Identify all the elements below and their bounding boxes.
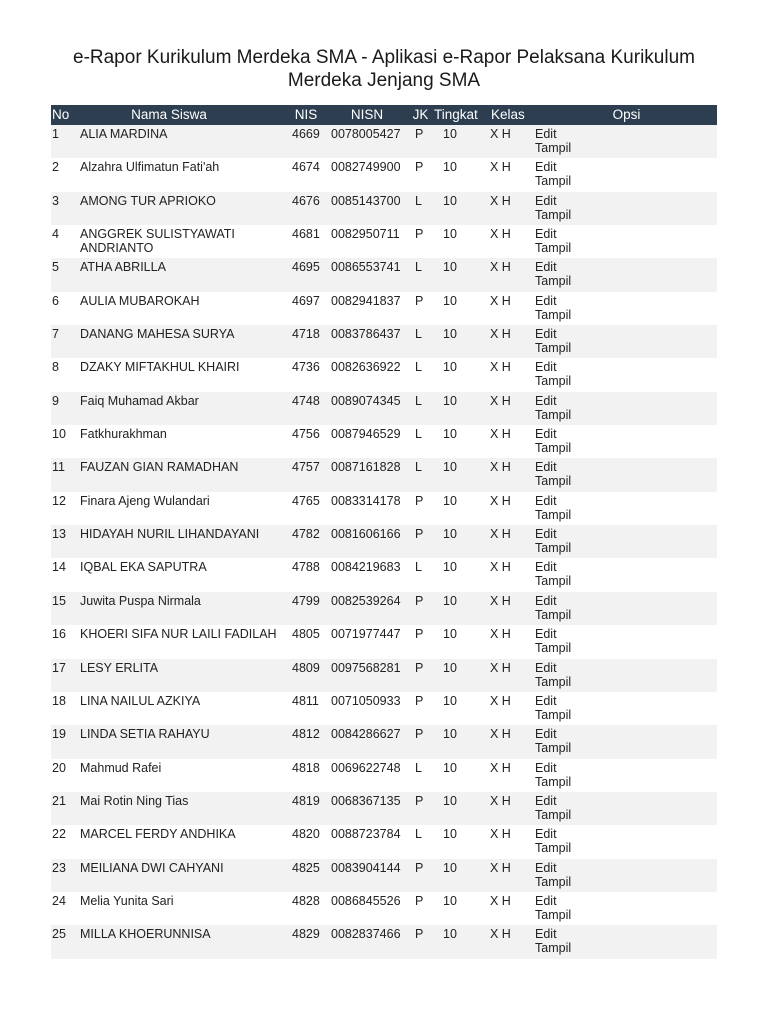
tampil-link[interactable]: Tampil (535, 341, 572, 356)
cell-opsi (535, 458, 717, 491)
cell-nisn: 0085143700 (331, 193, 401, 208)
edit-link[interactable]: Edit (535, 660, 557, 675)
cell-jk: L (415, 460, 422, 475)
cell-nisn: 0069622748 (331, 760, 401, 775)
edit-link[interactable]: Edit (535, 927, 557, 942)
cell-kelas: X H (490, 793, 511, 808)
tampil-link[interactable]: Tampil (535, 174, 572, 189)
tampil-link[interactable]: Tampil (535, 541, 572, 556)
cell-tingkat: 10 (443, 593, 457, 608)
cell-nis: 4828 (292, 893, 320, 908)
tampil-link[interactable]: Tampil (535, 607, 572, 622)
cell-kelas: X H (490, 193, 511, 208)
tampil-link[interactable]: Tampil (535, 207, 572, 222)
cell-nama-siswa: ALIA MARDINA (80, 127, 168, 141)
cell-nis: 4805 (292, 627, 320, 642)
cell-opsi (535, 692, 717, 725)
cell-opsi (535, 892, 717, 925)
cell-nis: 4718 (292, 327, 320, 342)
edit-link[interactable]: Edit (535, 493, 557, 508)
table-row: 10 Fatkhurakhman 4756 0087946529 L 10 X H Edit Tampil (51, 425, 717, 458)
cell-opsi (535, 525, 717, 558)
cell-nis: 4756 (292, 427, 320, 442)
edit-link[interactable]: Edit (535, 260, 557, 275)
tampil-link[interactable]: Tampil (535, 307, 572, 322)
edit-link[interactable]: Edit (535, 393, 557, 408)
cell-jk: P (415, 627, 424, 642)
cell-tingkat: 10 (443, 360, 457, 375)
table-row: 2 Alzahra Ulfimatun Fati'ah 4674 0082749900 P 10 X H Edit Tampil (51, 158, 717, 191)
table-row: 14 IQBAL EKA SAPUTRA 4788 0084219683 L 10 X H Edit Tampil (51, 558, 717, 591)
edit-link[interactable]: Edit (535, 760, 557, 775)
edit-link[interactable]: Edit (535, 627, 557, 642)
table-row: 18 LINA NAILUL AZKIYA 4811 0071050933 P 10 X H Edit Tampil (51, 692, 717, 725)
cell-nama-siswa: Melia Yunita Sari (80, 893, 174, 908)
cell-opsi (535, 258, 717, 291)
cell-tingkat: 10 (443, 693, 457, 708)
cell-jk: L (415, 193, 422, 208)
edit-link[interactable]: Edit (535, 727, 557, 742)
cell-jk: L (415, 827, 422, 842)
cell-nisn: 0082837466 (331, 927, 401, 942)
tampil-link[interactable]: Tampil (535, 574, 572, 589)
table-row: 20 Mahmud Rafei 4818 0069622748 L 10 X H Edit Tampil (51, 759, 717, 792)
cell-nis: 4811 (292, 693, 319, 708)
cell-tingkat: 10 (443, 660, 457, 675)
cell-tingkat: 10 (443, 193, 457, 208)
cell-kelas: X H (490, 127, 511, 141)
cell-nisn: 0082636922 (331, 360, 401, 375)
tampil-link[interactable]: Tampil (535, 907, 572, 922)
header-nis[interactable]: NIS (294, 107, 318, 122)
cell-nama-siswa: AMONG TUR APRIOKO (80, 193, 216, 208)
cell-nis: 4757 (292, 460, 320, 475)
edit-link[interactable]: Edit (535, 860, 557, 875)
cell-nis: 4765 (292, 493, 320, 508)
cell-nis: 4674 (292, 160, 320, 175)
cell-nisn: 0084286627 (331, 727, 401, 742)
cell-kelas: X H (490, 893, 511, 908)
cell-nama-siswa: DZAKY MIFTAKHUL KHAIRI (80, 360, 240, 375)
cell-kelas: X H (490, 160, 511, 175)
cell-nisn: 0081606166 (331, 527, 401, 542)
tampil-link[interactable]: Tampil (535, 674, 572, 689)
tampil-link[interactable]: Tampil (535, 374, 572, 389)
cell-opsi (535, 192, 717, 225)
cell-nisn: 0083904144 (331, 860, 401, 875)
cell-nis: 4748 (292, 393, 320, 408)
cell-nisn: 0086553741 (331, 260, 401, 275)
cell-nisn: 0082749900 (331, 160, 401, 175)
cell-opsi (535, 292, 717, 325)
cell-nisn: 0068367135 (331, 793, 401, 808)
cell-tingkat: 10 (443, 427, 457, 442)
cell-nama-siswa: FAUZAN GIAN RAMADHAN (80, 460, 239, 475)
cell-nisn: 0097568281 (331, 660, 401, 675)
cell-nama-siswa: LESY ERLITA (80, 660, 159, 675)
header-opsi: Opsi (612, 107, 641, 122)
cell-nama-siswa: HIDAYAH NURIL LIHANDAYANI (80, 527, 260, 542)
tampil-link[interactable]: Tampil (535, 707, 572, 722)
edit-link[interactable]: Edit (535, 560, 557, 575)
edit-link[interactable]: Edit (535, 160, 557, 175)
cell-tingkat: 10 (443, 893, 457, 908)
header-nama-siswa[interactable]: Nama Siswa (131, 107, 207, 122)
cell-nis: 4820 (292, 827, 320, 842)
cell-jk: L (415, 360, 422, 375)
cell-opsi (535, 125, 717, 158)
cell-kelas: X H (490, 260, 511, 275)
cell-kelas: X H (490, 227, 511, 242)
cell-opsi (535, 592, 717, 625)
cell-nis: 4819 (292, 793, 320, 808)
cell-opsi (535, 625, 717, 658)
table-row: 7 DANANG MAHESA SURYA 4718 0083786437 L 10 X H Edit Tampil (51, 325, 717, 358)
cell-kelas: X H (490, 327, 511, 342)
table-row: 11 FAUZAN GIAN RAMADHAN 4757 0087161828 L 10 X H Edit Tampil (51, 458, 717, 491)
cell-jk: L (415, 427, 422, 442)
cell-tingkat: 10 (443, 560, 457, 575)
edit-link[interactable]: Edit (535, 127, 557, 141)
table-row: 12 Finara Ajeng Wulandari 4765 0083314178 P 10 X H Edit Tampil (51, 492, 717, 525)
cell-kelas: X H (490, 660, 511, 675)
cell-nama-siswa: MEILIANA DWI CAHYANI (80, 860, 224, 875)
table-row: 23 MEILIANA DWI CAHYANI 4825 0083904144 P 10 X H Edit Tampil (51, 859, 717, 892)
table-row: 8 DZAKY MIFTAKHUL KHAIRI 4736 0082636922 L 10 X H Edit Tampil (51, 358, 717, 391)
cell-jk: L (415, 327, 422, 342)
edit-link[interactable]: Edit (535, 793, 557, 808)
cell-nama-siswa: Mai Rotin Ning Tias (80, 793, 189, 808)
cell-tingkat: 10 (443, 927, 457, 942)
cell-nisn: 0078005427 (331, 127, 401, 141)
cell-kelas: X H (490, 460, 511, 475)
cell-jk: P (415, 527, 424, 542)
cell-jk: P (415, 593, 424, 608)
cell-jk: P (415, 127, 424, 141)
cell-nisn: 0071977447 (331, 627, 401, 642)
edit-link[interactable]: Edit (535, 227, 557, 242)
cell-opsi (535, 825, 717, 858)
cell-kelas: X H (490, 393, 511, 408)
table-row: 15 Juwita Puspa Nirmala 4799 0082539264 P 10 X H Edit Tampil (51, 592, 717, 625)
table-header: No Nama Siswa NIS NISN JK Tingkat Kelas Opsi (51, 105, 717, 125)
edit-link[interactable]: Edit (535, 327, 557, 342)
tampil-link[interactable]: Tampil (535, 507, 572, 522)
cell-jk: P (415, 660, 424, 675)
cell-jk: P (415, 293, 424, 308)
cell-kelas: X H (490, 360, 511, 375)
cell-nama-siswa: MARCEL FERDY ANDHIKA (80, 827, 236, 842)
student-table (51, 105, 717, 959)
table-row: 5 ATHA ABRILLA 4695 0086553741 L 10 X H Edit Tampil (51, 258, 717, 291)
edit-link[interactable]: Edit (535, 693, 557, 708)
cell-jk: P (415, 893, 424, 908)
edit-link[interactable]: Edit (535, 827, 557, 842)
cell-tingkat: 10 (443, 793, 457, 808)
cell-nama-siswa: AULIA MUBAROKAH (80, 293, 200, 308)
table-row: 22 MARCEL FERDY ANDHIKA 4820 0088723784 L 10 X H Edit Tampil (51, 825, 717, 858)
cell-opsi (535, 158, 717, 191)
cell-nis: 4788 (292, 560, 320, 575)
cell-nisn: 0084219683 (331, 560, 401, 575)
cell-tingkat: 10 (443, 727, 457, 742)
edit-link[interactable]: Edit (535, 427, 557, 442)
cell-nama-siswa: Mahmud Rafei (80, 760, 162, 775)
cell-opsi (535, 358, 717, 391)
cell-tingkat: 10 (443, 127, 457, 141)
cell-opsi (535, 925, 717, 958)
cell-jk: P (415, 727, 424, 742)
cell-jk: L (415, 560, 422, 575)
table-body (51, 125, 717, 959)
cell-tingkat: 10 (443, 760, 457, 775)
cell-nisn: 0087946529 (331, 427, 401, 442)
cell-nama-siswa: Finara Ajeng Wulandari (80, 493, 210, 508)
cell-kelas: X H (490, 693, 511, 708)
cell-nis: 4809 (292, 660, 320, 675)
cell-kelas: X H (490, 727, 511, 742)
cell-nisn: 0082950711 (331, 227, 400, 242)
tampil-link[interactable]: Tampil (535, 774, 572, 789)
page-title: e-Rapor Kurikulum Merdeka SMA - Aplikasi e-Rapor Pelaksana Kurikulum Merdeka Jenjang SMA (73, 47, 695, 91)
cell-opsi (535, 225, 717, 258)
tampil-link[interactable]: Tampil (535, 841, 572, 856)
cell-kelas: X H (490, 860, 511, 875)
cell-nama-siswa: Faiq Muhamad Akbar (80, 393, 199, 408)
cell-nama-siswa: DANANG MAHESA SURYA (80, 327, 235, 342)
cell-opsi (535, 492, 717, 525)
cell-tingkat: 10 (443, 293, 457, 308)
table-row: 24 Melia Yunita Sari 4828 0086845526 P 10 X H Edit Tampil (51, 892, 717, 925)
header-nisn[interactable]: NISN (350, 107, 384, 122)
cell-tingkat: 10 (443, 160, 457, 175)
tampil-link[interactable]: Tampil (535, 874, 572, 889)
cell-jk: L (415, 760, 422, 775)
cell-tingkat: 10 (443, 860, 457, 875)
cell-opsi (535, 425, 717, 458)
table-row: 17 LESY ERLITA 4809 0097568281 P 10 X H Edit Tampil (51, 659, 717, 692)
cell-nisn: 0082941837 (331, 293, 401, 308)
cell-nis: 4782 (292, 527, 320, 542)
table-row: 4 ANGGREK SULISTYAWATI ANDRIANTO 4681 0082950711 P 10 X H Edit Tampil (51, 225, 717, 258)
cell-nama-siswa: LINA NAILUL AZKIYA (80, 693, 201, 708)
cell-tingkat: 10 (443, 227, 457, 242)
cell-kelas: X H (490, 627, 511, 642)
cell-kelas: X H (490, 293, 511, 308)
cell-kelas: X H (490, 827, 511, 842)
cell-nis: 4736 (292, 360, 320, 375)
cell-tingkat: 10 (443, 527, 457, 542)
tampil-link[interactable]: Tampil (535, 741, 572, 756)
cell-opsi (535, 325, 717, 358)
cell-nisn: 0088723784 (331, 827, 401, 842)
cell-nisn: 0071050933 (331, 693, 401, 708)
tampil-link[interactable]: Tampil (535, 641, 572, 656)
tampil-link[interactable]: Tampil (535, 407, 572, 422)
cell-nisn: 0083314178 (331, 493, 401, 508)
cell-kelas: X H (490, 493, 511, 508)
cell-nama-siswa: IQBAL EKA SAPUTRA (80, 560, 207, 575)
cell-kelas: X H (490, 593, 511, 608)
edit-link[interactable]: Edit (535, 460, 557, 475)
cell-nama-siswa: Juwita Puspa Nirmala (80, 593, 201, 608)
cell-nisn: 0082539264 (331, 593, 401, 608)
tampil-link[interactable]: Tampil (535, 807, 572, 822)
cell-nis: 4697 (292, 293, 320, 308)
tampil-link[interactable]: Tampil (535, 474, 572, 489)
cell-nisn: 0087161828 (331, 460, 401, 475)
cell-nama-siswa: KHOERI SIFA NUR LAILI FADILAH (80, 627, 277, 642)
cell-jk: P (415, 160, 424, 175)
table-row: 1 ALIA MARDINA 4669 0078005427 P 10 X H Edit Tampil (51, 125, 717, 158)
cell-opsi (535, 792, 717, 825)
cell-nis: 4669 (292, 127, 320, 141)
cell-opsi (535, 558, 717, 591)
cell-kelas: X H (490, 427, 511, 442)
cell-opsi (535, 725, 717, 758)
cell-nis: 4695 (292, 260, 320, 275)
cell-nis: 4818 (292, 760, 320, 775)
edit-link[interactable]: Edit (535, 293, 557, 308)
cell-nama-siswa: Alzahra Ulfimatun Fati'ah (80, 160, 220, 175)
cell-jk: P (415, 693, 424, 708)
table-row: 9 Faiq Muhamad Akbar 4748 0089074345 L 10 X H Edit Tampil (51, 392, 717, 425)
cell-nis: 4681 (292, 227, 320, 242)
table-row: 3 AMONG TUR APRIOKO 4676 0085143700 L 10 X H Edit Tampil (51, 192, 717, 225)
cell-jk: P (415, 793, 424, 808)
cell-opsi (535, 659, 717, 692)
edit-link[interactable]: Edit (535, 193, 557, 208)
cell-nis: 4829 (292, 927, 320, 942)
cell-nama-siswa: ATHA ABRILLA (80, 260, 166, 275)
edit-link[interactable]: Edit (535, 893, 557, 908)
header-kelas[interactable]: Kelas (491, 107, 525, 122)
table-row: 6 AULIA MUBAROKAH 4697 0082941837 P 10 X H Edit Tampil (51, 292, 717, 325)
cell-nis: 4812 (292, 727, 320, 742)
cell-tingkat: 10 (443, 460, 457, 475)
edit-link[interactable]: Edit (535, 527, 557, 542)
cell-nama-siswa: MILLA KHOERUNNISA (80, 927, 211, 942)
cell-nis: 4676 (292, 193, 320, 208)
tampil-link[interactable]: Tampil (535, 441, 572, 456)
edit-link[interactable]: Edit (535, 593, 557, 608)
cell-nama-siswa: LINDA SETIA RAHAYU (80, 727, 210, 742)
cell-opsi (535, 392, 717, 425)
cell-nama-siswa: ANGGREK SULISTYAWATI ANDRIANTO (80, 227, 235, 256)
header-jk[interactable]: JK (412, 107, 429, 122)
cell-kelas: X H (490, 927, 511, 942)
header-tingkat[interactable]: Tingkat (434, 107, 478, 122)
table-row: 13 HIDAYAH NURIL LIHANDAYANI 4782 0081606166 P 10 X H Edit Tampil (51, 525, 717, 558)
table-row: 25 MILLA KHOERUNNISA 4829 0082837466 P 10 X H Edit Tampil (51, 925, 717, 958)
table-row: 16 KHOERI SIFA NUR LAILI FADILAH 4805 0071977447 P 10 X H Edit Tampil (51, 625, 717, 658)
cell-jk: L (415, 260, 422, 275)
cell-tingkat: 10 (443, 327, 457, 342)
cell-nisn: 0086845526 (331, 893, 401, 908)
cell-jk: P (415, 227, 424, 242)
cell-opsi (535, 859, 717, 892)
cell-tingkat: 10 (443, 493, 457, 508)
cell-nis: 4799 (292, 593, 320, 608)
tampil-link[interactable]: Tampil (535, 141, 572, 155)
tampil-link[interactable]: Tampil (535, 241, 572, 256)
cell-tingkat: 10 (443, 627, 457, 642)
cell-jk: P (415, 493, 424, 508)
tampil-link[interactable]: Tampil (535, 941, 572, 956)
cell-jk: P (415, 927, 424, 942)
cell-jk: P (415, 860, 424, 875)
cell-tingkat: 10 (443, 260, 457, 275)
cell-nisn: 0089074345 (331, 393, 401, 408)
cell-opsi (535, 759, 717, 792)
cell-nis: 4825 (292, 860, 320, 875)
cell-nisn: 0083786437 (331, 327, 401, 342)
cell-tingkat: 10 (443, 393, 457, 408)
edit-link[interactable]: Edit (535, 360, 557, 375)
cell-kelas: X H (490, 560, 511, 575)
cell-jk: L (415, 393, 422, 408)
cell-kelas: X H (490, 527, 511, 542)
cell-kelas: X H (490, 760, 511, 775)
cell-nama-siswa: Fatkhurakhman (80, 427, 167, 442)
cell-tingkat: 10 (443, 827, 457, 842)
table-row: 21 Mai Rotin Ning Tias 4819 0068367135 P 10 X H Edit Tampil (51, 792, 717, 825)
table-row: 19 LINDA SETIA RAHAYU 4812 0084286627 P 10 X H Edit Tampil (51, 725, 717, 758)
tampil-link[interactable]: Tampil (535, 274, 572, 289)
